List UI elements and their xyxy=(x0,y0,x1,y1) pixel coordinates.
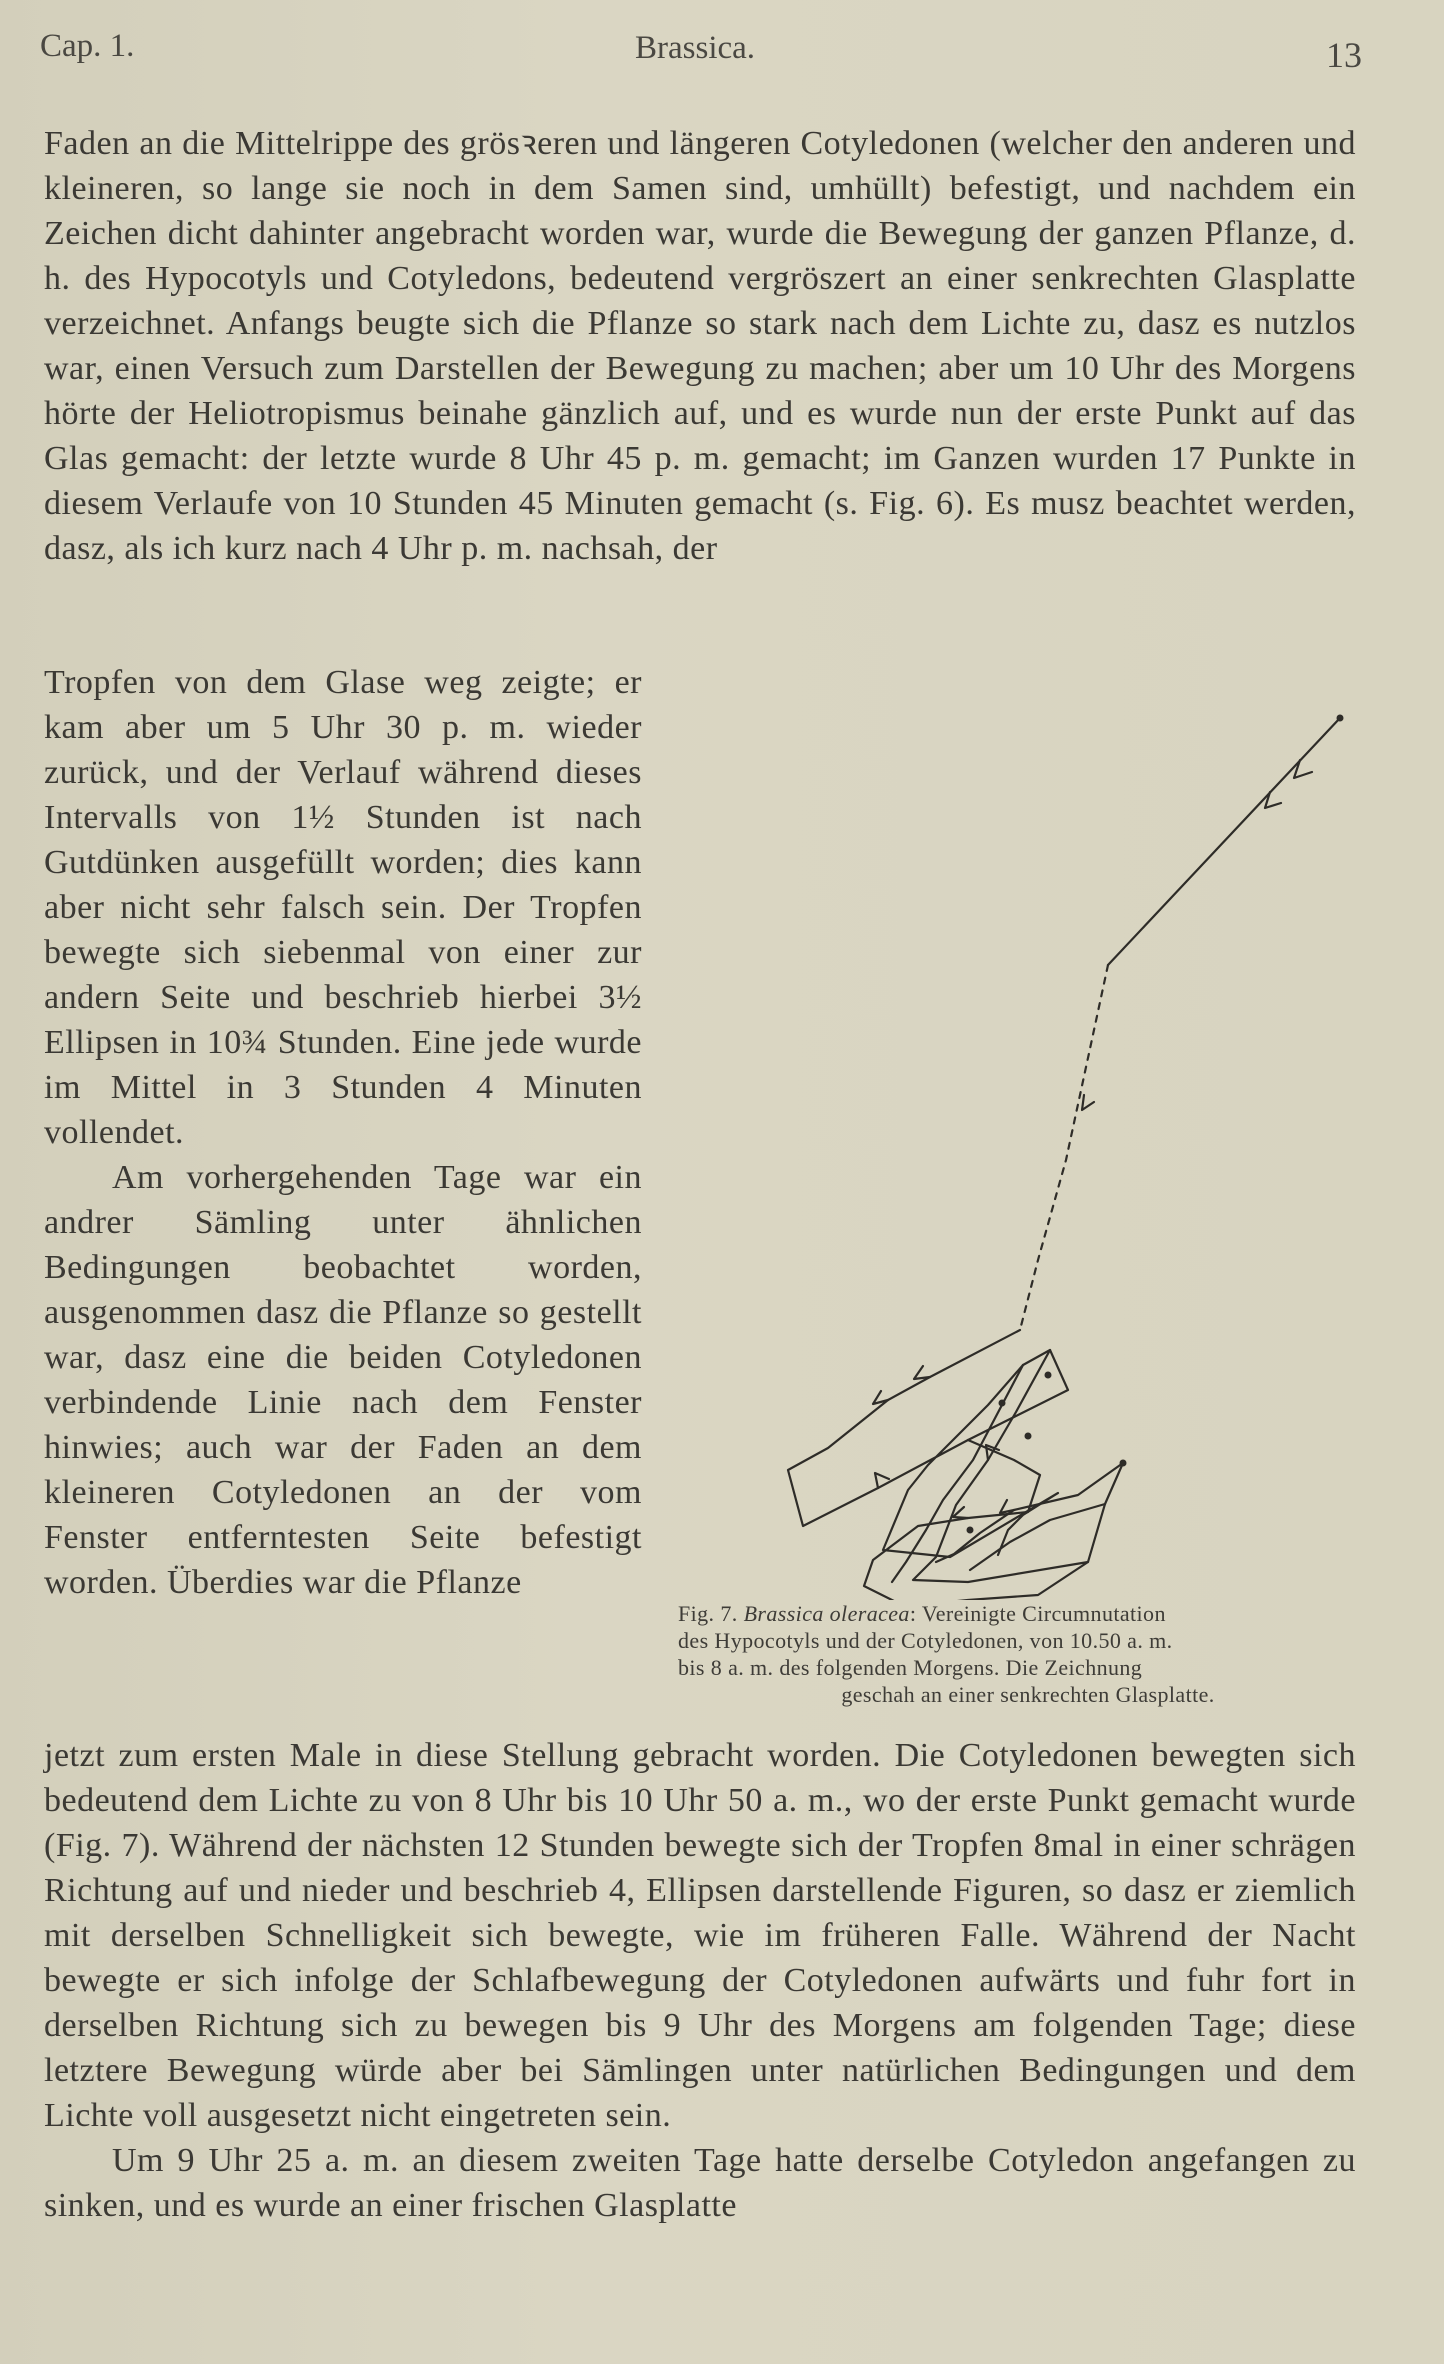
paragraph-continuation: Faden an die Mittelrippe des grösꝛeren und längeren Cotyledonen (welcher den anderen und kleineren, so lange sie noch in dem Samen sind, umhüllt) befestigt, und nachdem ein Zeichen dicht dahinter angebracht worden war, wurde die Bewegung der ganzen Pflanze, d. h. des Hypocotyls und Cotyledons, bedeutend vergröszert an einer senkrechten Glasplatte verzeichnet. Anfangs beugte sich die Pflanze so stark nach dem Lichte zu, dasz es nutzlos war, einen Versuch zum Darstellen der Bewegung zu machen; aber um 10 Uhr des Morgens hörte der Heliotropismus beinahe gänzlich auf, und es wurde nun der erste Punkt auf das Glas gemacht: der letzte wurde 8 Uhr 45 p. m. gemacht; im Ganzen wurden 17 Punkte in diesem Verlaufe von 10 Stunden 45 Minuten gemacht (s. Fig. 6). Es musz beachtet werden, dasz, als ich kurz nach 4 Uhr p. m. nachsah, der xyxy=(44,125,1356,567)
paragraph-bottom-1: jetzt zum ersten Male in diese Stellung gebracht worden. Die Cotyledonen bewegten sich bedeutend dem Lichte zu von 8 Uhr bis 10 Uhr 50 a. m., wo der erste Punkt gemacht wurde (Fig. 7). Während der nächsten 12 Stunden bewegte sich der Tropfen 8mal in einer schrägen Richtung auf und nieder und beschrieb 4, Ellipsen darstellende Figuren, so dasz er ziemlich mit derselben Schnelligkeit sich bewegte, wie im früheren Falle. Während der Nacht bewegte er sich infolge der Schlafbewegung der Cotyledonen aufwärts und fuhr fort in derselben Richtung sich zu bewegen bis 9 Uhr des Morgens am folgenden Tage; diese letztere Bewegung würde aber bei Sämlingen unter natürlichen Bedingungen und dem Lichte voll ausgesetzt nicht eingetreten sein. xyxy=(44,1737,1356,2134)
trace-segment xyxy=(788,1330,1068,1557)
trace-segment xyxy=(1108,718,1340,965)
body-text-left-column xyxy=(44,660,642,1605)
trace-segment xyxy=(1020,965,1108,1330)
trace-point xyxy=(1045,1372,1052,1379)
trace-segment xyxy=(970,1504,1105,1570)
arrow-mark xyxy=(914,1366,930,1379)
caption-line-4: geschah an einer senkrechten Glasplatte. xyxy=(841,1682,1215,1707)
caption-line-3: bis 8 a. m. des folgenden Morgens. Die Zeichnung xyxy=(678,1655,1143,1680)
trace-point xyxy=(1025,1433,1032,1440)
trace-point xyxy=(1120,1460,1127,1467)
circumnutation-tracing xyxy=(668,700,1368,1600)
arrow-mark xyxy=(1082,1095,1094,1110)
running-header xyxy=(40,28,1360,78)
caption-line-1: : Vereinigte Circumnutation xyxy=(909,1601,1166,1626)
paragraph-bottom-2: Um 9 Uhr 25 a. m. an diesem zweiten Tage hatte derselbe Cotyledon angefangen zu sinken, und es wurde an einer frischen Glasplatte xyxy=(44,2142,1356,2224)
trace-segment xyxy=(913,1350,1088,1600)
arrow-mark xyxy=(1000,1500,1014,1513)
caption-line-2: des Hypocotyls und der Cotyledonen, von 10.50 a. m. xyxy=(678,1628,1173,1653)
figure-7 xyxy=(668,700,1368,1600)
paragraph-left-2: Am vorhergehenden Tage war ein andrer Sämling unter ähnlichen Bedingungen beobachtet worden, ausgenommen dasz die Pflanze so gestellt war, dasz eine die beiden Cotyledonen verbindende Linie nach dem Fenster hinwies; auch war der Faden an dem kleineren Cotyledonen an der vom Fenster entferntesten Seite befestigt worden. Überdies war die Pflanze xyxy=(44,1159,642,1601)
trace-point xyxy=(967,1527,974,1534)
page-number: 13 xyxy=(1326,35,1362,75)
species-name: Brassica oleracea xyxy=(743,1601,910,1626)
body-text-bottom xyxy=(44,1733,1356,2228)
body-text-top xyxy=(44,121,1356,571)
running-title: Brassica. xyxy=(635,30,756,66)
figure-caption xyxy=(678,1600,1358,1708)
trace-segment xyxy=(936,1463,1123,1562)
trace-segment xyxy=(892,1365,1023,1582)
chapter-label: Cap. 1. xyxy=(40,28,135,64)
trace-point xyxy=(1337,715,1344,722)
trace-point xyxy=(999,1400,1006,1407)
paragraph-left-1: Tropfen von dem Glase weg zeigte; er kam aber um 5 Uhr 30 p. m. wieder zurück, und der Verlauf während dieses Intervalls von 1½ Stunden ist nach Gutdünken ausgefüllt worden; dies kann aber nicht sehr falsch sein. Der Tropfen bewegte sich siebenmal von einer zur andern Seite und beschrieb hierbei 3½ Ellipsen in 10¾ Stunden. Eine jede wurde im Mittel in 3 Stunden 4 Minuten vollendet. xyxy=(44,664,642,1151)
figure-label: Fig. 7. xyxy=(678,1601,738,1626)
